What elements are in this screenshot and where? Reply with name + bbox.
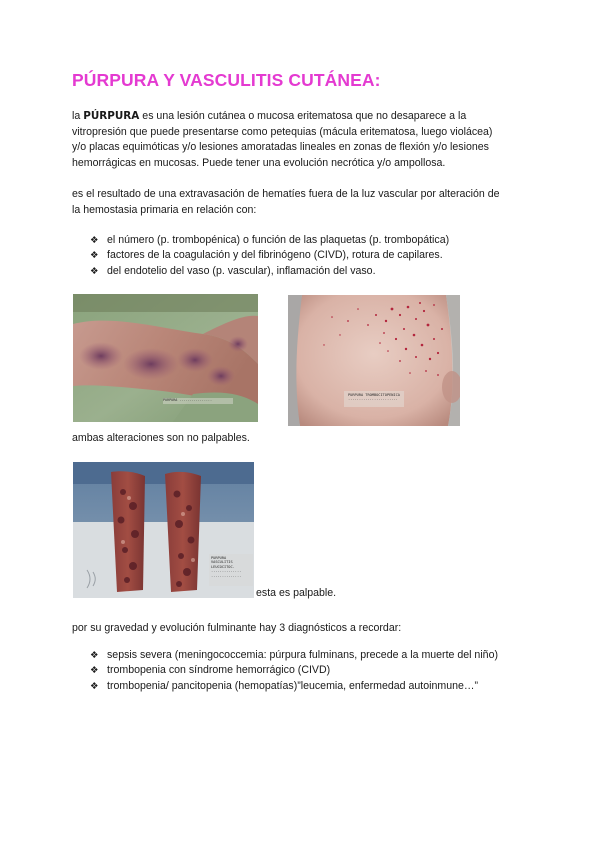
diagnosis-bullet-list <box>90 648 498 694</box>
list-item <box>90 679 498 694</box>
back-petechiae-photo <box>288 295 460 426</box>
list-item-text: del endotelio del vaso (p. vascular), inflamación del vaso. <box>107 264 376 277</box>
purpura-term: PÚRPURA <box>83 110 140 122</box>
intro-paragraph <box>72 109 542 171</box>
list-item-text: sepsis severa (meningococcemia: púrpura fulminans, precede a la muerte del niño) <box>107 649 498 661</box>
list-item-text: trombopenia con síndrome hemorrágico (CIVD) <box>107 664 331 677</box>
intro-line-4: hemorrágicas en mucosas. Puede tener una evolución necrótica y/o ampollosa. <box>72 156 446 169</box>
diamond-bullet-icon: ❖ <box>90 650 99 661</box>
intro-line-3: y/o placas equimóticas y/o lesiones amoratadas lineales en zonas de flexión y/o lesiones <box>72 141 489 154</box>
intro-line-1-rest: es una lesión cutánea o mucosa eritematosa que no desaparece a la <box>139 110 467 122</box>
intro-line-2: vitropresión que puede presentarse como petequias (mácula eritematosa, luego violácea) <box>72 125 493 138</box>
intro-line-1 <box>72 109 542 125</box>
page-title: PÚRPURA Y VASCULITIS CUTÁNEA: <box>72 70 381 90</box>
list-item-text: trombopenia/ pancitopenia (hemopatías)”leucemia, enfermedad autoinmune…” <box>107 679 478 692</box>
cause-bullet-list <box>90 233 449 279</box>
list-item-text: factores de la coagulación y del fibrinógeno (CIVD), rotura de capilares. <box>107 249 443 262</box>
severity-intro: por su gravedad y evolución fulminante hay 3 diagnósticos a recordar: <box>72 622 402 634</box>
list-item-text: el número (p. trombopénica) o función de las plaquetas (p. trombopática) <box>107 234 450 246</box>
photo-watermark: PURPURA ................ <box>163 398 212 402</box>
cause-line-2: la hemostasia primaria en relación con: <box>72 203 257 216</box>
photo-watermark: PURPURA VASCULITIS LEUCOCITOC. .............. .............. <box>211 556 242 578</box>
caption-nonpalpable: ambas alteraciones son no palpables. <box>72 432 250 444</box>
intro-prefix: la <box>72 110 84 122</box>
list-item <box>90 648 498 663</box>
diamond-bullet-icon: ❖ <box>90 250 99 262</box>
legs-palpable-purpura-photo <box>73 462 254 598</box>
forearm-purpura-photo <box>73 294 258 422</box>
diamond-bullet-icon: ❖ <box>90 680 99 692</box>
list-item <box>90 233 449 248</box>
severity-paragraph <box>72 621 542 637</box>
caption-palpable: esta es palpable. <box>256 587 337 599</box>
list-item <box>90 663 498 678</box>
list-item <box>90 248 449 263</box>
photo-watermark: PURPURA TROMBOCITOPENICA ....................... <box>348 393 400 402</box>
cause-line-1: es el resultado de una extravasación de hematíes fuera de la luz vascular por alteración de <box>72 188 500 200</box>
diamond-bullet-icon: ❖ <box>90 665 99 677</box>
diamond-bullet-icon: ❖ <box>90 265 99 277</box>
cause-paragraph <box>72 187 542 218</box>
list-item <box>90 264 449 279</box>
diamond-bullet-icon: ❖ <box>90 235 99 246</box>
